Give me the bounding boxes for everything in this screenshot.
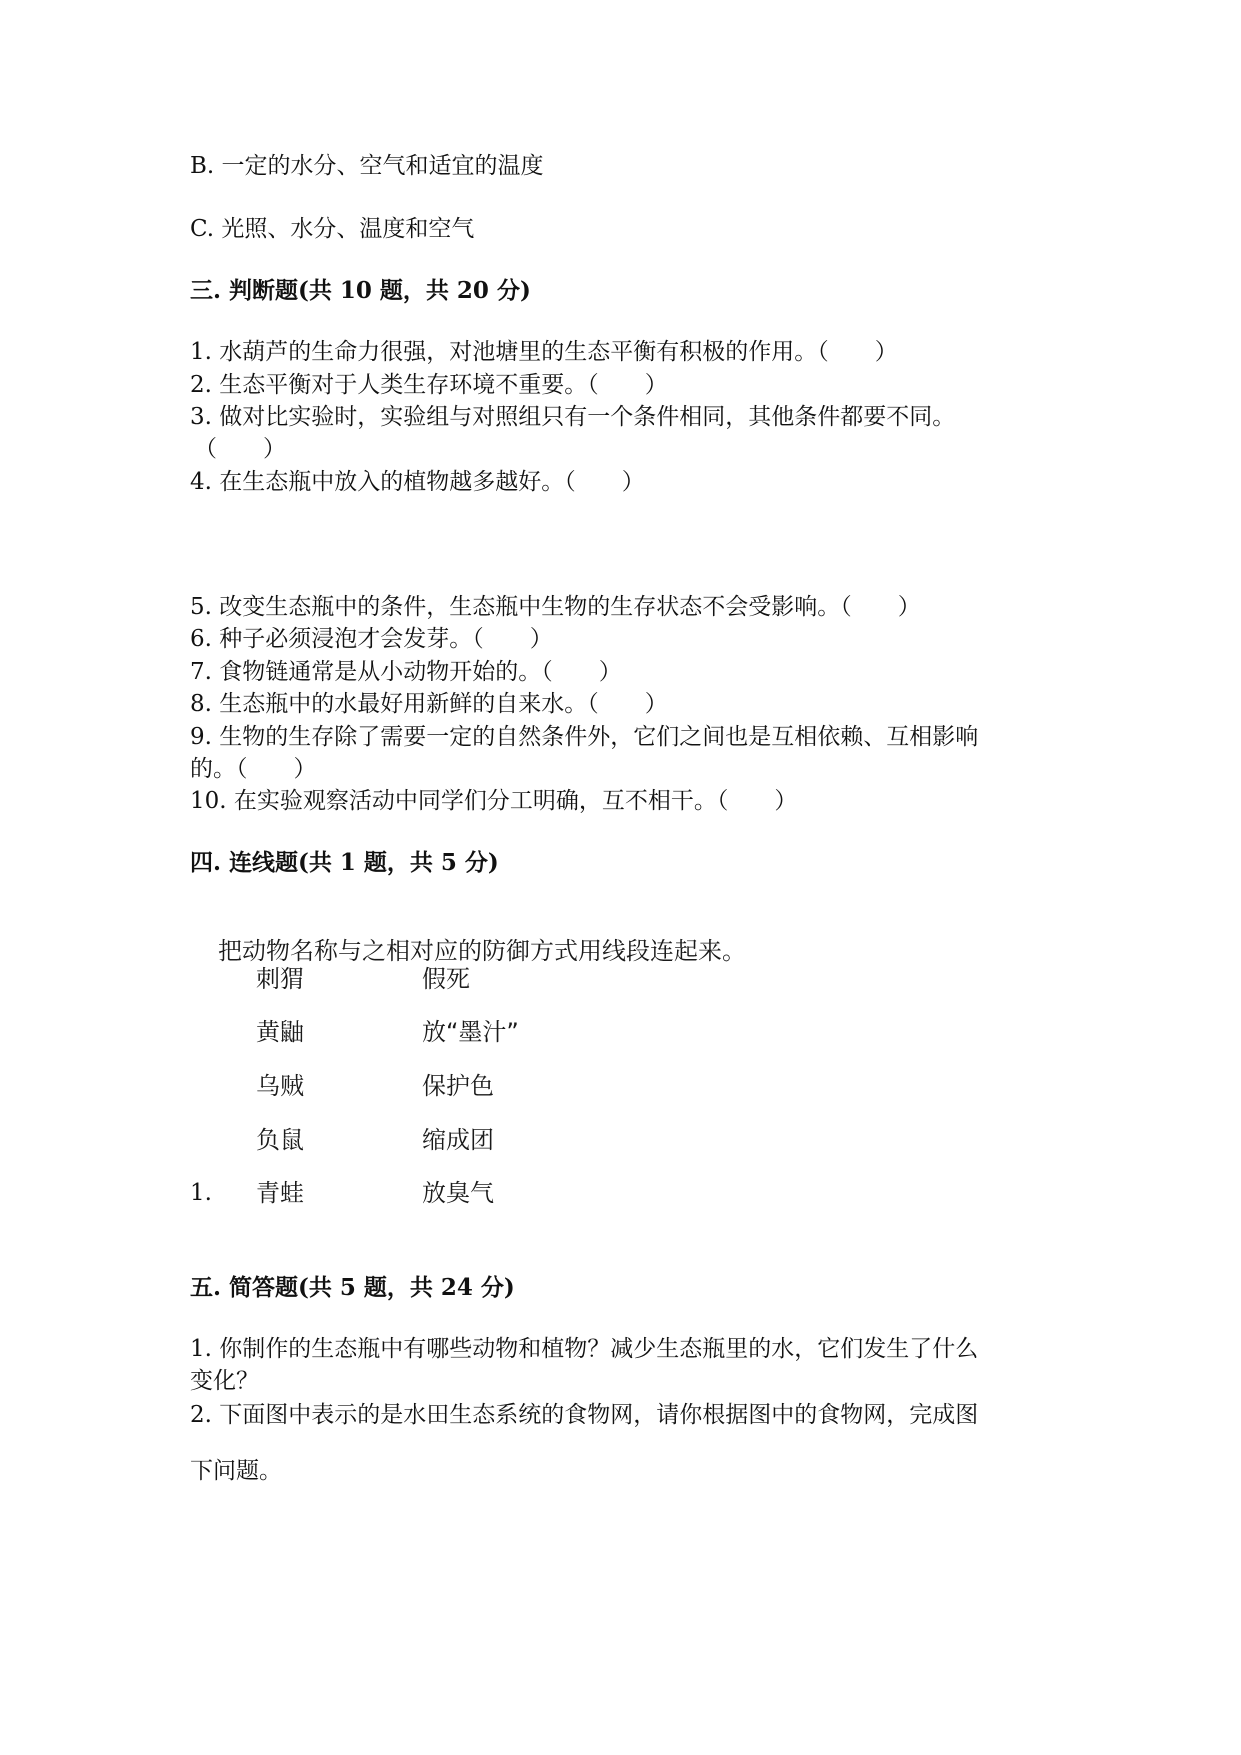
judge-item-4: 4. 在生态瓶中放入的植物越多越好。（ ）	[190, 469, 645, 495]
judge-item-5: 5. 改变生态瓶中的条件，生态瓶中生物的生存状态不会受影响。（ ）	[190, 594, 921, 620]
short-answer-item-2: 2. 下面图中表示的是水田生态系统的食物网，请你根据图中的食物网，完成图	[190, 1402, 979, 1428]
judge-item-7: 7. 食物链通常是从小动物开始的。（ ）	[190, 659, 622, 685]
short-answer-item-1: 1. 你制作的生态瓶中有哪些动物和植物？减少生态瓶里的水，它们发生了什么	[190, 1336, 979, 1362]
matching-question-number: 1.	[190, 1180, 212, 1206]
defense-method: 假死	[422, 965, 470, 993]
animal-name: 黄鼬	[256, 1018, 304, 1046]
defense-method: 放臭气	[422, 1179, 494, 1207]
option-b: B. 一定的水分、空气和适宜的温度	[190, 153, 544, 179]
judge-item-2: 2. 生态平衡对于人类生存环境不重要。（ ）	[190, 372, 668, 398]
section4-heading: 四. 连线题(共 1 题，共 5 分)	[190, 849, 499, 876]
short-answer-item-2-cont: 下问题。	[190, 1458, 282, 1484]
section3-heading: 三. 判断题(共 10 题，共 20 分)	[190, 277, 531, 304]
animal-name: 负鼠	[256, 1126, 304, 1154]
defense-method: 保护色	[422, 1072, 494, 1100]
judge-item-8: 8. 生态瓶中的水最好用新鲜的自来水。（ ）	[190, 691, 668, 717]
judge-item-9: 9. 生物的生存除了需要一定的自然条件外，它们之间也是互相依赖、互相影响	[190, 724, 979, 750]
judge-item-10: 10. 在实验观察活动中同学们分工明确，互不相干。（ ）	[190, 788, 798, 814]
defense-method: 放“墨汁”	[422, 1018, 519, 1046]
short-answer-item-1-cont: 变化？	[190, 1368, 259, 1394]
animal-name: 乌贼	[256, 1072, 304, 1100]
judge-item-9-cont: 的。（ ）	[190, 756, 317, 782]
animal-name: 青蛙	[256, 1179, 304, 1207]
judge-item-3-brackets: （ ）	[194, 436, 286, 462]
option-c: C. 光照、水分、温度和空气	[190, 216, 475, 242]
animal-name: 刺猬	[256, 965, 304, 993]
judge-item-6: 6. 种子必须浸泡才会发芽。（ ）	[190, 626, 553, 652]
defense-method: 缩成团	[422, 1126, 494, 1154]
judge-item-1: 1. 水葫芦的生命力很强，对池塘里的生态平衡有积极的作用。（ ）	[190, 339, 898, 365]
section5-heading: 五. 简答题(共 5 题，共 24 分)	[190, 1274, 515, 1301]
matching-instruction: 把动物名称与之相对应的防御方式用线段连起来。	[218, 937, 746, 965]
judge-item-3: 3. 做对比实验时，实验组与对照组只有一个条件相同，其他条件都要不同。	[190, 404, 956, 430]
